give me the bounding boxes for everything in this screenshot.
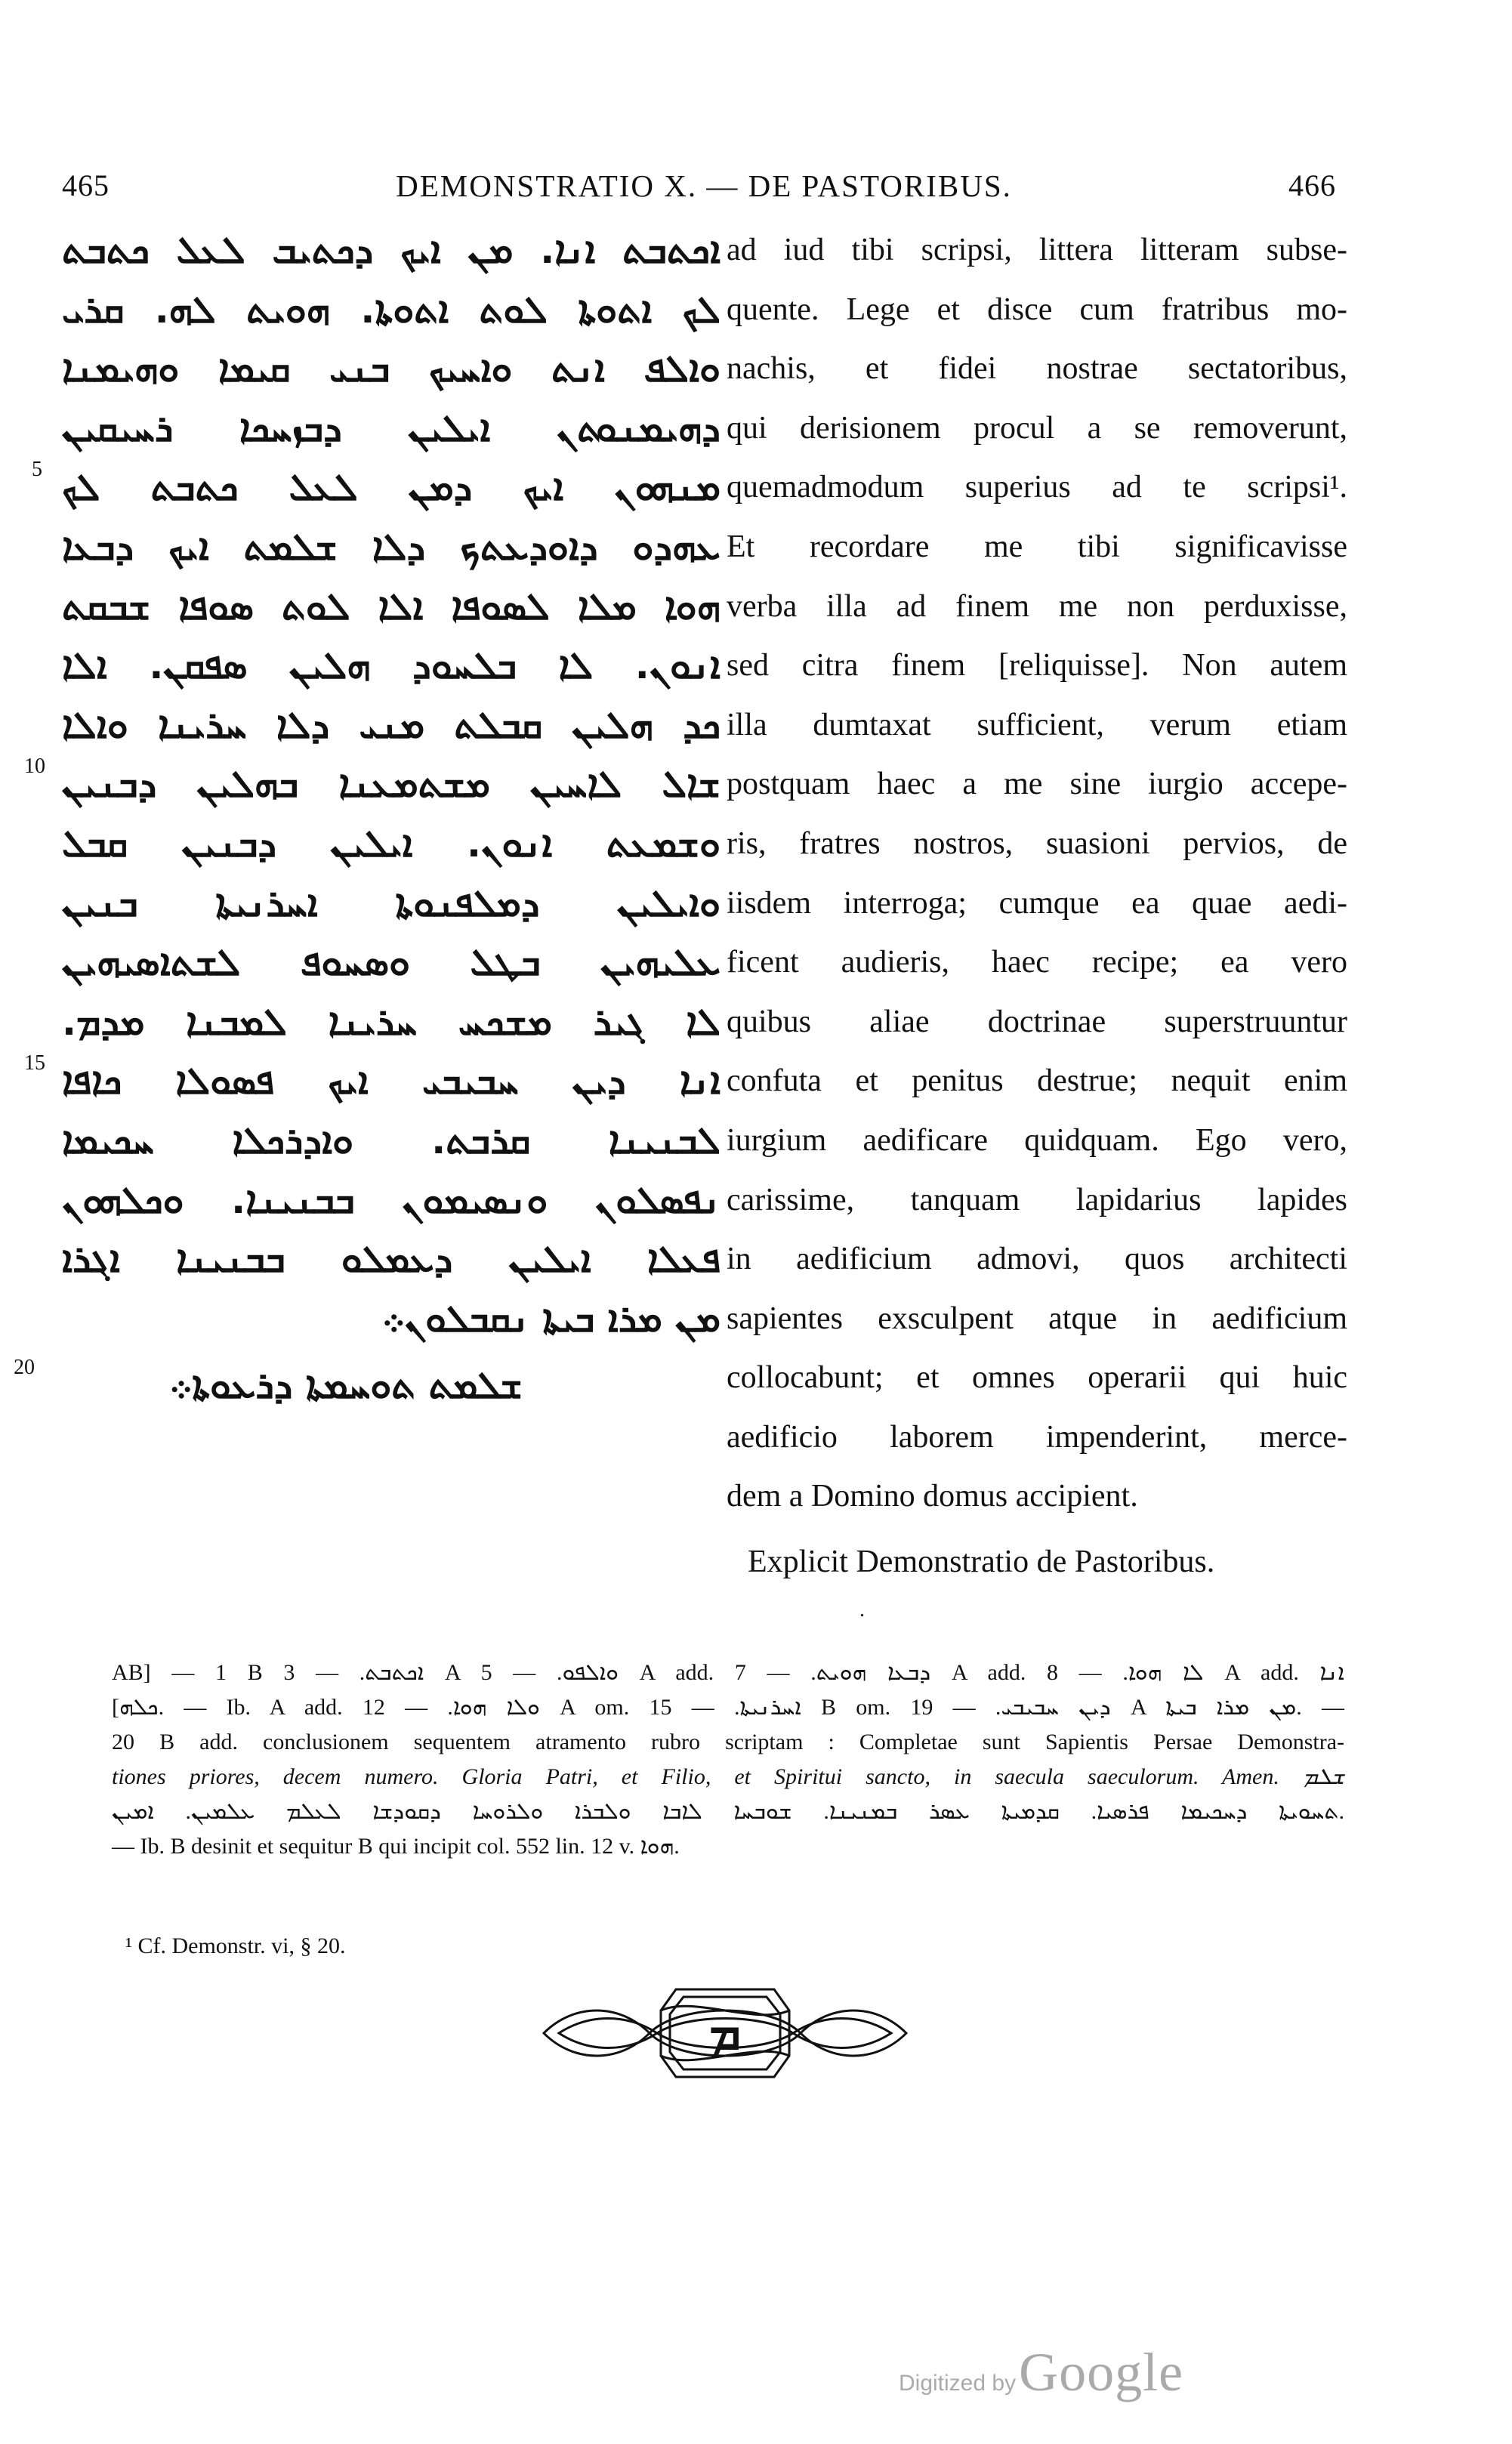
syriac-line: ܠܟ ܐܬܘܬܐ ܠܘܬ ܐܬܘܬܐ. ܗܘܝܬ ܠܗ. ܩܪܝ [62,287,721,332]
line-number: 5 [32,458,42,482]
latin-line: postquam haec a me sine iurgio accepe- [727,767,1347,802]
line-number: 20 [14,1356,35,1380]
syriac-line: ܘܫܡܥܬ ܐܢܘܢ. ܐܝܠܝܢ ܕܒܢܝܢ ܩܒܠ [62,821,721,866]
syriac-line: ܦܥܠܐ ܐܝܠܝܢ ܕܥܡܠܘ ܒܒܢܝܢܐ ܐܓܪܐ [62,1237,721,1282]
apparatus-line: — Ib. B desinit et sequitur B qui incipit col. 552 lin. 12 v. ܗܘܐ. [112,1834,680,1859]
latin-line: ad iud tibi scripsi, littera litteram subse- [727,233,1347,267]
latin-line: confuta et penitus destrue; nequit enim [727,1063,1347,1099]
syriac-line: ܢܦܣܠܘܢ ܘܢܣܝܡܘܢ ܒܒܢܝܢܐ. ܘܟܠܗܘܢ [62,1177,721,1222]
latin-line: sed citra finem [reliquisse]. Non autem [727,648,1347,684]
latin-line: nachis, et fidei nostrae sectatoribus, [727,351,1347,387]
syriac-line: ܥܗܕܘ ܕܐܘܕܥܬܟ ܕܠܐ ܫܠܡܬ ܐܝܟ ܕܒܥܐ [62,524,721,569]
apparatus-line: [ܟܠܗ. — Ib. A add. ܘܠܐ ܗܘܐ. — 12 A om. ܐܚܪܢܝܬܐ. — 15 B om. ܕܝܢ ܚܒܝܒܝ. — 19 A ܡܢ ܡܪܐ ܒܝܬܐ. — [112,1695,1344,1720]
syriac-line: ܫܠܡܬ ܬܘܚܡܬܐ ܕܪܥܘܬܐ܀ [169,1363,523,1408]
latin-line: iisdem interroga; cumque ea quae aedi- [727,885,1347,921]
syriac-line: ܐܢܐ ܕܝܢ ܚܒܝܒܝ ܐܝܟ ܦܣܘܠܐ ܟܐܦܐ [62,1059,721,1103]
end-dot: . [859,1598,865,1622]
latin-line: illa dumtaxat sufficient, verum etiam [727,707,1347,742]
apparatus-line: 20 B add. conclusionem sequentem atramento rubro scriptam : Completae sunt Sapientis Persae Demonstra- [112,1730,1344,1754]
apparatus-line: AB] — 1 B ܐܟܬܒܬ. — 3 A ܘܐܠܦܘ. — 5 A add. ܕܒܥܐ ܗܘܝܬ. — 7 A add. ܠܐ ܗܘܐ. — 8 A add. ܐܢܐ [112,1660,1344,1685]
left-page-number: 465 [62,168,110,202]
google-logo: Google [1019,2342,1184,2402]
right-page-number: 466 [1288,168,1336,202]
ornament-glyph: ܡ [709,2005,741,2061]
syriac-line: ܕܗܝܡܢܘܬܢ ܐܝܠܝܢ ܕܒܙܚܟܐ ܪܚܝܩܝܢ [62,406,721,450]
syriac-line: ܫܐܠ ܠܐܚܝܢ ܡܫܬܡܥܢܐ ܒܗܠܝܢ ܕܒܢܝܢ [62,762,721,807]
latin-line: quemadmodum superius ad te scripsi¹. [727,470,1347,505]
running-title: DEMONSTRATIO X. — DE PASTORIBUS. [396,168,1012,203]
syriac-column [14,221,721,1415]
latin-line: sapientes exsculpent atque in aedificium [727,1301,1347,1336]
footnote: ¹ Cf. Demonstr. vi, § 20. [125,1933,346,1958]
ornament [529,1980,921,2086]
latin-line: in aedificium admovi, quos architecti [727,1242,1347,1277]
digitized-by-google-watermark [899,2341,1183,2404]
latin-line: verba illa ad finem me non perduxisse, [727,588,1347,624]
latin-line: collocabunt; et omnes operarii qui huic [727,1360,1347,1396]
latin-line: Et recordare me tibi significavisse [727,529,1347,564]
apparatus-line: ܬܚܘܝܬܐ ܕܚܟܝܡܐ ܦܪܣܝܐ. ܩܕܡܝܬܐ ܥܣܪ ܒܡܢܝܢܐ. ܫܘܒܚܐ ܠܐܒܐ ܘܠܒܪܐ ܘܠܪܘܚܐ ܕܩܘܕܫܐ ܠܥܠܡ ܥܠܡܝܢ. ܐܡܝܢ. [112,1799,1344,1824]
syriac-line: ܘܐܝܠܝܢ ܕܡܠܦܢܘܬܐ ܐܚܪܢܝܬܐ ܒܢܝܢ [62,881,721,925]
latin-line: qui derisionem procul a se removerunt, [727,410,1347,446]
latin-line: ris, fratres nostros, suasioni pervios, de [727,825,1347,861]
explicit-line: Explicit Demonstratio de Pastoribus. [748,1544,1215,1580]
latin-line: iurgium aedificare quidquam. Ego vero, [727,1122,1347,1158]
syriac-line: ܐܢܘܢ. ܠܐ ܒܠܚܘܕ ܗܠܝܢ ܣܦܩܢ. ܐܠܐ [62,643,721,688]
syriac-line: ܗܘܐ ܡܠܐ ܠܣܘܦܐ ܐܠܐ ܠܘܬ ܣܘܦܐ ܫܒܩܬ [62,584,721,628]
latin-line: quibus aliae doctrinae superstruuntur [727,1004,1347,1039]
critical-apparatus [112,1656,1344,1864]
latin-line: ficent audieris, haec recipe; ea vero [727,945,1347,980]
latin-line: aedificio laborem impenderint, merce- [727,1419,1347,1455]
latin-line: carissime, tanquam lapidarius lapides [727,1182,1347,1217]
latin-column [727,221,1347,1592]
syriac-line: ܘܐܠܦ ܐܢܬ ܘܐܚܝܟ ܒܢܝ ܩܝܡܐ ܘܗܝܡܢܐ [62,347,721,391]
syriac-line: ܠܐ ܓܝܪ ܡܫܟܚ ܚܪܝܢܐ ܠܡܒܢܐ ܡܕܡ. [62,999,721,1044]
syriac-line: ܡܢܗܘܢ ܐܝܟ ܕܡܢ ܠܥܠ ܟܬܒܬ ܠܟ [62,465,721,510]
latin-line: quente. Lege et disce cum fratribus mo- [727,292,1347,327]
latin-line: dem a Domino domus accipient. [727,1479,1138,1514]
line-number: 10 [24,754,45,779]
syriac-line: ܟܕ ܗܠܝܢ ܩܒܠܬ ܡܢܝ ܕܠܐ ܚܪܝܢܐ ܘܐܠܐ [62,702,721,747]
syriac-line: ܠܒܢܝܢܐ ܩܪܒܬ. ܘܐܕܪܟܠܐ ܚܟܝܡܐ [62,1118,721,1162]
apparatus-line: tiones priores, decem numero. Gloria Patri, et Filio, et Spiritui sancto, in saecula saeculorum. Amen. ܫܠܡ [112,1764,1344,1789]
syriac-line: ܥܠܝܗܝܢ ܒܛܠ ܘܣܚܘܦ ܠܫܬܐܣܝܗܝܢ [62,940,721,985]
digitized-by-label: Digitized by [899,2371,1017,2396]
syriac-line: ܐܟܬܒܬ ܐܢܐ. ܡܢ ܐܝܟ ܕܟܬܝܒ ܠܥܠ ܟܬܒܬ [62,228,721,272]
line-number: 15 [24,1051,45,1075]
syriac-line: ܡܢ ܡܪܐ ܒܝܬܐ ܢܩܒܠܘܢ܀ [381,1296,721,1341]
